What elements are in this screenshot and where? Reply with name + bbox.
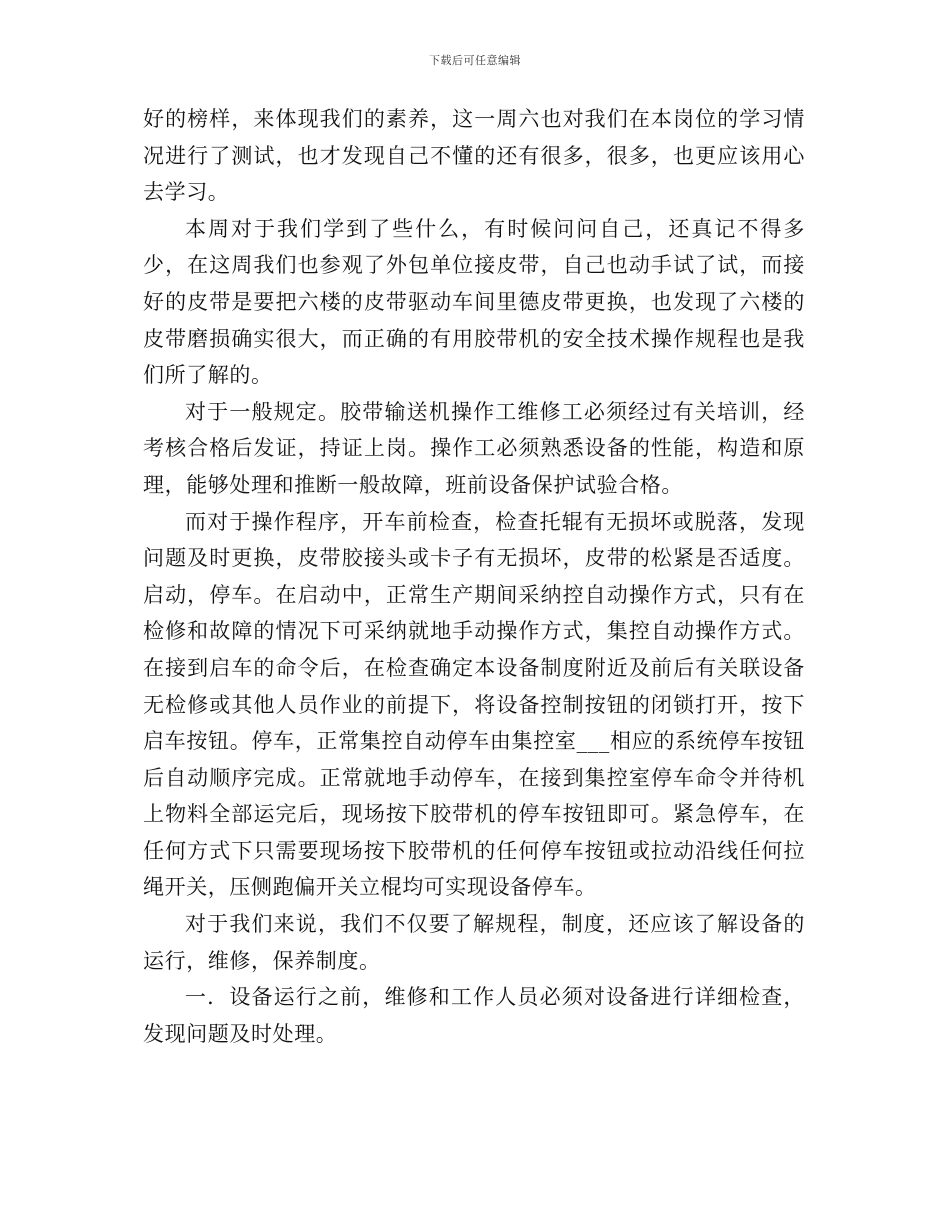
paragraph: 好的榜样，来体现我们的素养，这一周六也对我们在本岗位的学习情况进行了测试，也才发现自己不懂的还有很多，很多，也更应该用心去学习。 <box>143 107 805 205</box>
paragraph: 一．设备运行之前，维修和工作人员必须对设备进行详细检查，发现问题及时处理。 <box>143 985 805 1046</box>
paragraph: 本周对于我们学到了些什么，有时候问问自己，还真记不得多少，在这周我们也参观了外包单位接皮带，自己也动手试了试，而接好的皮带是要把六楼的皮带驱动车间里德皮带更换，也发现了六楼的皮带磨损确实很大，而正确的有用胶带机的安全技术操作规程也是我们所了解的。 <box>143 216 805 388</box>
paragraph: 对于一般规定。胶带输送机操作工维修工必须经过有关培训，经考核合格后发证，持证上岗。操作工必须熟悉设备的性能，构造和原理，能够处理和推断一般故障，班前设备保护试验合格。 <box>143 399 805 497</box>
page-header: 下载后可任意编辑 <box>429 54 521 67</box>
document-body <box>143 101 805 1052</box>
paragraph: 而对于操作程序，开车前检查，检查托辊有无损坏或脱落，发现问题及时更换，皮带胶接头或卡子有无损坏，皮带的松紧是否适度。启动，停车。在启动中，正常生产期间采纳控自动操作方式，只有在检修和故障的情况下可采纳就地手动操作方式，集控自动操作方式。在接到启车的命令后，在检查确定本设备制度附近及前后有关联设备无检修或其他人员作业的前提下，将设备控制按钮的闭锁打开，按下启车按钮。停车，正常集控自动停车由集控室___相应的系统停车按钮后自动顺序完成。正常就地手动停车，在接到集控室停车命令并待机上物料全部运完后，现场按下胶带机的停车按钮即可。紧急停车，在任何方式下只需要现场按下胶带机的任何停车按钮或拉动沿线任何拉绳开关，压侧跑偏开关立棍均可实现设备停车。 <box>143 509 805 900</box>
paragraph: 对于我们来说，我们不仅要了解规程，制度，还应该了解设备的运行，维修，保养制度。 <box>143 912 805 973</box>
